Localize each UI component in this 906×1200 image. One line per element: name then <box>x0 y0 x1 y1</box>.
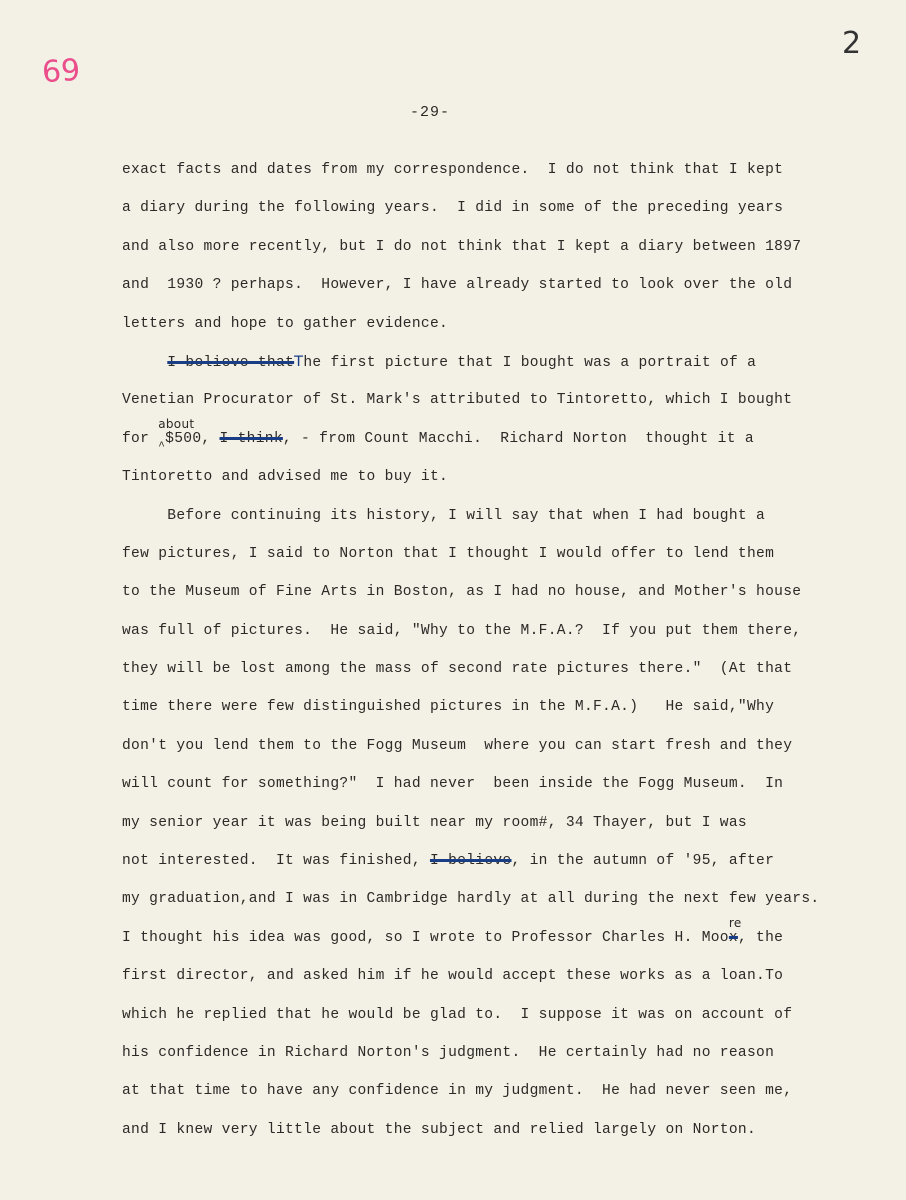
text-line-with-insertion <box>122 416 862 464</box>
text-line: don't you lend them to the Fogg Museum where you can start fresh and they <box>122 737 793 754</box>
text-line: his confidence in Richard Norton's judgment. He certainly had no reason <box>122 1044 775 1061</box>
caret-mark: ^ <box>158 440 166 453</box>
handwritten-page-number: 2 <box>842 26 862 61</box>
text-line: which he replied that he would be glad to. I suppose it was on account of <box>122 1006 793 1023</box>
text-line: and also more recently, but I do not think that I kept a diary between 1897 <box>122 238 802 255</box>
line-text: he first picture that I bought was a portrait of a <box>303 354 757 371</box>
text-line: few pictures, I said to Norton that I thought I would offer to lend them <box>122 545 775 562</box>
text-line: and 1930 ? perhaps. However, I have already started to look over the old <box>122 277 793 294</box>
text-line: will count for something?" I had never been inside the Fogg Museum. In <box>122 776 784 793</box>
text-line: at that time to have any confidence in my judgment. He had never seen me, <box>122 1083 793 1100</box>
text-line: a diary during the following years. I did in some of the preceding years <box>122 200 784 217</box>
text-line: my graduation,and I was in Cambridge hardly at all during the next few years. <box>122 891 820 908</box>
struck-text: I believe <box>429 853 512 870</box>
line-text: I thought his idea was good, so I wrote to Professor Charles H. Moo <box>122 929 729 946</box>
text-line: was full of pictures. He said, "Why to the M.F.A.? If you put them there, <box>122 622 802 639</box>
pink-folio-annotation: 69 <box>40 52 82 91</box>
text-line-with-correction <box>122 349 862 387</box>
line-text: , the <box>737 929 784 946</box>
text-line: and I knew very little about the subject and relied largely on Norton. <box>122 1121 757 1138</box>
typed-body-text <box>122 157 862 1155</box>
text-line: time there were few distinguished pictures in the M.F.A.) He said,"Why <box>122 699 775 716</box>
text-line: to the Museum of Fine Arts in Boston, as I had no house, and Mother's house <box>122 584 802 601</box>
text-line: first director, and asked him if he would accept these works as a loan.To <box>122 968 784 985</box>
ink-correction: T <box>294 352 304 370</box>
line-text: , in the autumn of '95, after <box>511 853 775 870</box>
text-line: my senior year it was being built near my room#, 34 Thayer, but I was <box>122 814 747 831</box>
typed-page-number: -29- <box>410 104 451 121</box>
line-text: for <box>122 430 159 447</box>
insertion-point <box>728 915 742 946</box>
text-line-with-correction <box>122 848 862 886</box>
text-line: they will be lost among the mass of second rate pictures there." (At that <box>122 661 793 678</box>
struck-text: I think <box>219 430 283 447</box>
line-text: $500, <box>165 430 220 447</box>
handwritten-insertion: about <box>158 416 195 431</box>
text-line: Before continuing its history, I will say that when I had bought a <box>122 507 766 524</box>
text-line: letters and hope to gather evidence. <box>122 315 449 332</box>
text-line: Tintoretto and advised me to buy it. <box>122 469 449 486</box>
line-text: , - from Count Macchi. Richard Norton thought it a <box>282 430 754 447</box>
text-line: Venetian Procurator of St. Mark's attributed to Tintoretto, which I bought <box>122 392 793 409</box>
line-text: not interested. It was finished, <box>122 853 430 870</box>
struck-text: I believe that <box>167 354 295 371</box>
text-line-with-insertion <box>122 915 862 963</box>
struck-text: x <box>728 929 738 946</box>
handwritten-insertion: re <box>728 915 742 930</box>
text-line: exact facts and dates from my correspondence. I do not think that I kept <box>122 162 784 178</box>
indent <box>122 355 167 371</box>
